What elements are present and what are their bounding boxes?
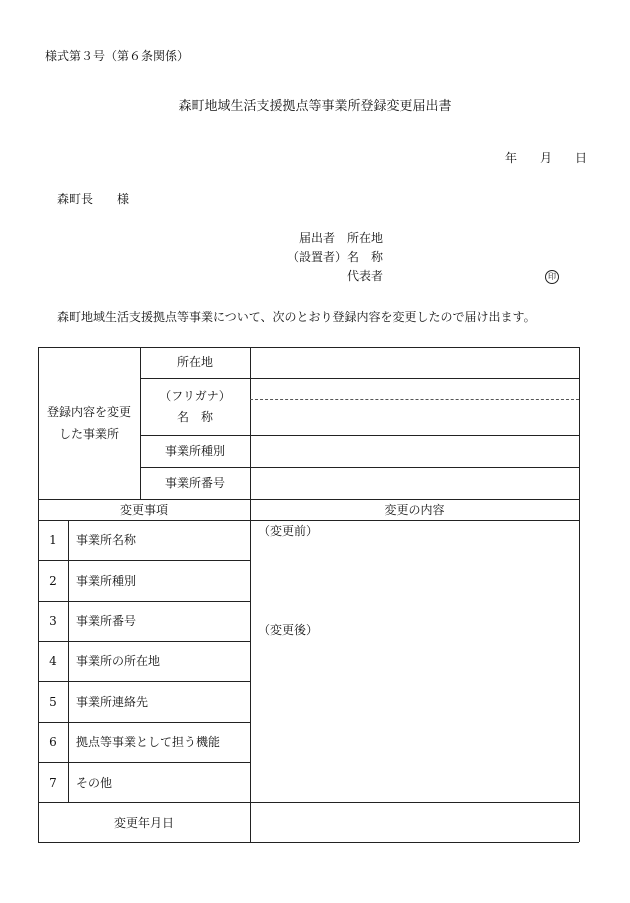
applicant-name-label: 名 称 — [347, 250, 384, 264]
submitter-label: 届出者 — [299, 231, 336, 245]
before-label: （変更前） — [258, 524, 319, 538]
date-day-label: 日 — [575, 151, 588, 165]
address-field[interactable] — [251, 348, 578, 377]
section-label-line1: 登録内容を変更 — [46, 405, 131, 419]
number-field[interactable] — [251, 468, 578, 498]
establisher-label: （設置者） — [287, 250, 348, 264]
col-header-content: 変更の内容 — [384, 503, 445, 517]
change-date-field[interactable] — [251, 803, 578, 841]
change-content-field[interactable] — [251, 521, 578, 801]
col-header-items: 変更事項 — [119, 503, 168, 517]
item-label: 事業所番号 — [76, 614, 137, 628]
section-label-line2: した事業所 — [58, 427, 119, 441]
name-field[interactable] — [251, 401, 578, 434]
type-field[interactable] — [251, 436, 578, 466]
row-name-label: 名 称 — [176, 410, 213, 424]
item-number: 2 — [49, 574, 57, 588]
item-label: 事業所の所在地 — [76, 654, 161, 668]
date-year-label: 年 — [505, 151, 518, 165]
item-number: 4 — [49, 654, 57, 668]
page-title: 森町地域生活支援拠点等事業所登録変更届出書 — [178, 99, 452, 114]
item-number: 6 — [49, 735, 57, 749]
item-label: 事業所連絡先 — [76, 695, 149, 709]
row-number-label: 事業所番号 — [164, 476, 225, 490]
furigana-field[interactable] — [251, 379, 578, 398]
seal-mark: 印 — [545, 270, 559, 284]
item-number: 7 — [49, 776, 57, 790]
item-number: 1 — [49, 533, 57, 547]
intro-text: 森町地域生活支援拠点等事業について、次のとおり登録内容を変更したので届け出ます。 — [57, 310, 536, 324]
item-label: 事業所種別 — [76, 574, 137, 588]
representative-label: 代表者 — [347, 269, 384, 283]
after-label: （変更後） — [258, 623, 319, 637]
row-address-label: 所在地 — [176, 355, 213, 369]
item-number: 3 — [49, 614, 57, 628]
addressee: 森町長 様 — [57, 192, 130, 206]
item-label: 事業所名称 — [76, 533, 137, 547]
date-month-label: 月 — [540, 151, 553, 165]
row-furigana-label: （フリガナ） — [159, 389, 231, 403]
item-label: その他 — [76, 776, 113, 790]
item-number: 5 — [49, 695, 57, 709]
item-label: 拠点等事業として担う機能 — [76, 735, 221, 749]
applicant-address-label: 所在地 — [347, 231, 384, 245]
form-number: 様式第３号（第６条関係） — [45, 49, 190, 63]
change-date-label: 変更年月日 — [113, 816, 174, 830]
row-type-label: 事業所種別 — [164, 444, 225, 458]
